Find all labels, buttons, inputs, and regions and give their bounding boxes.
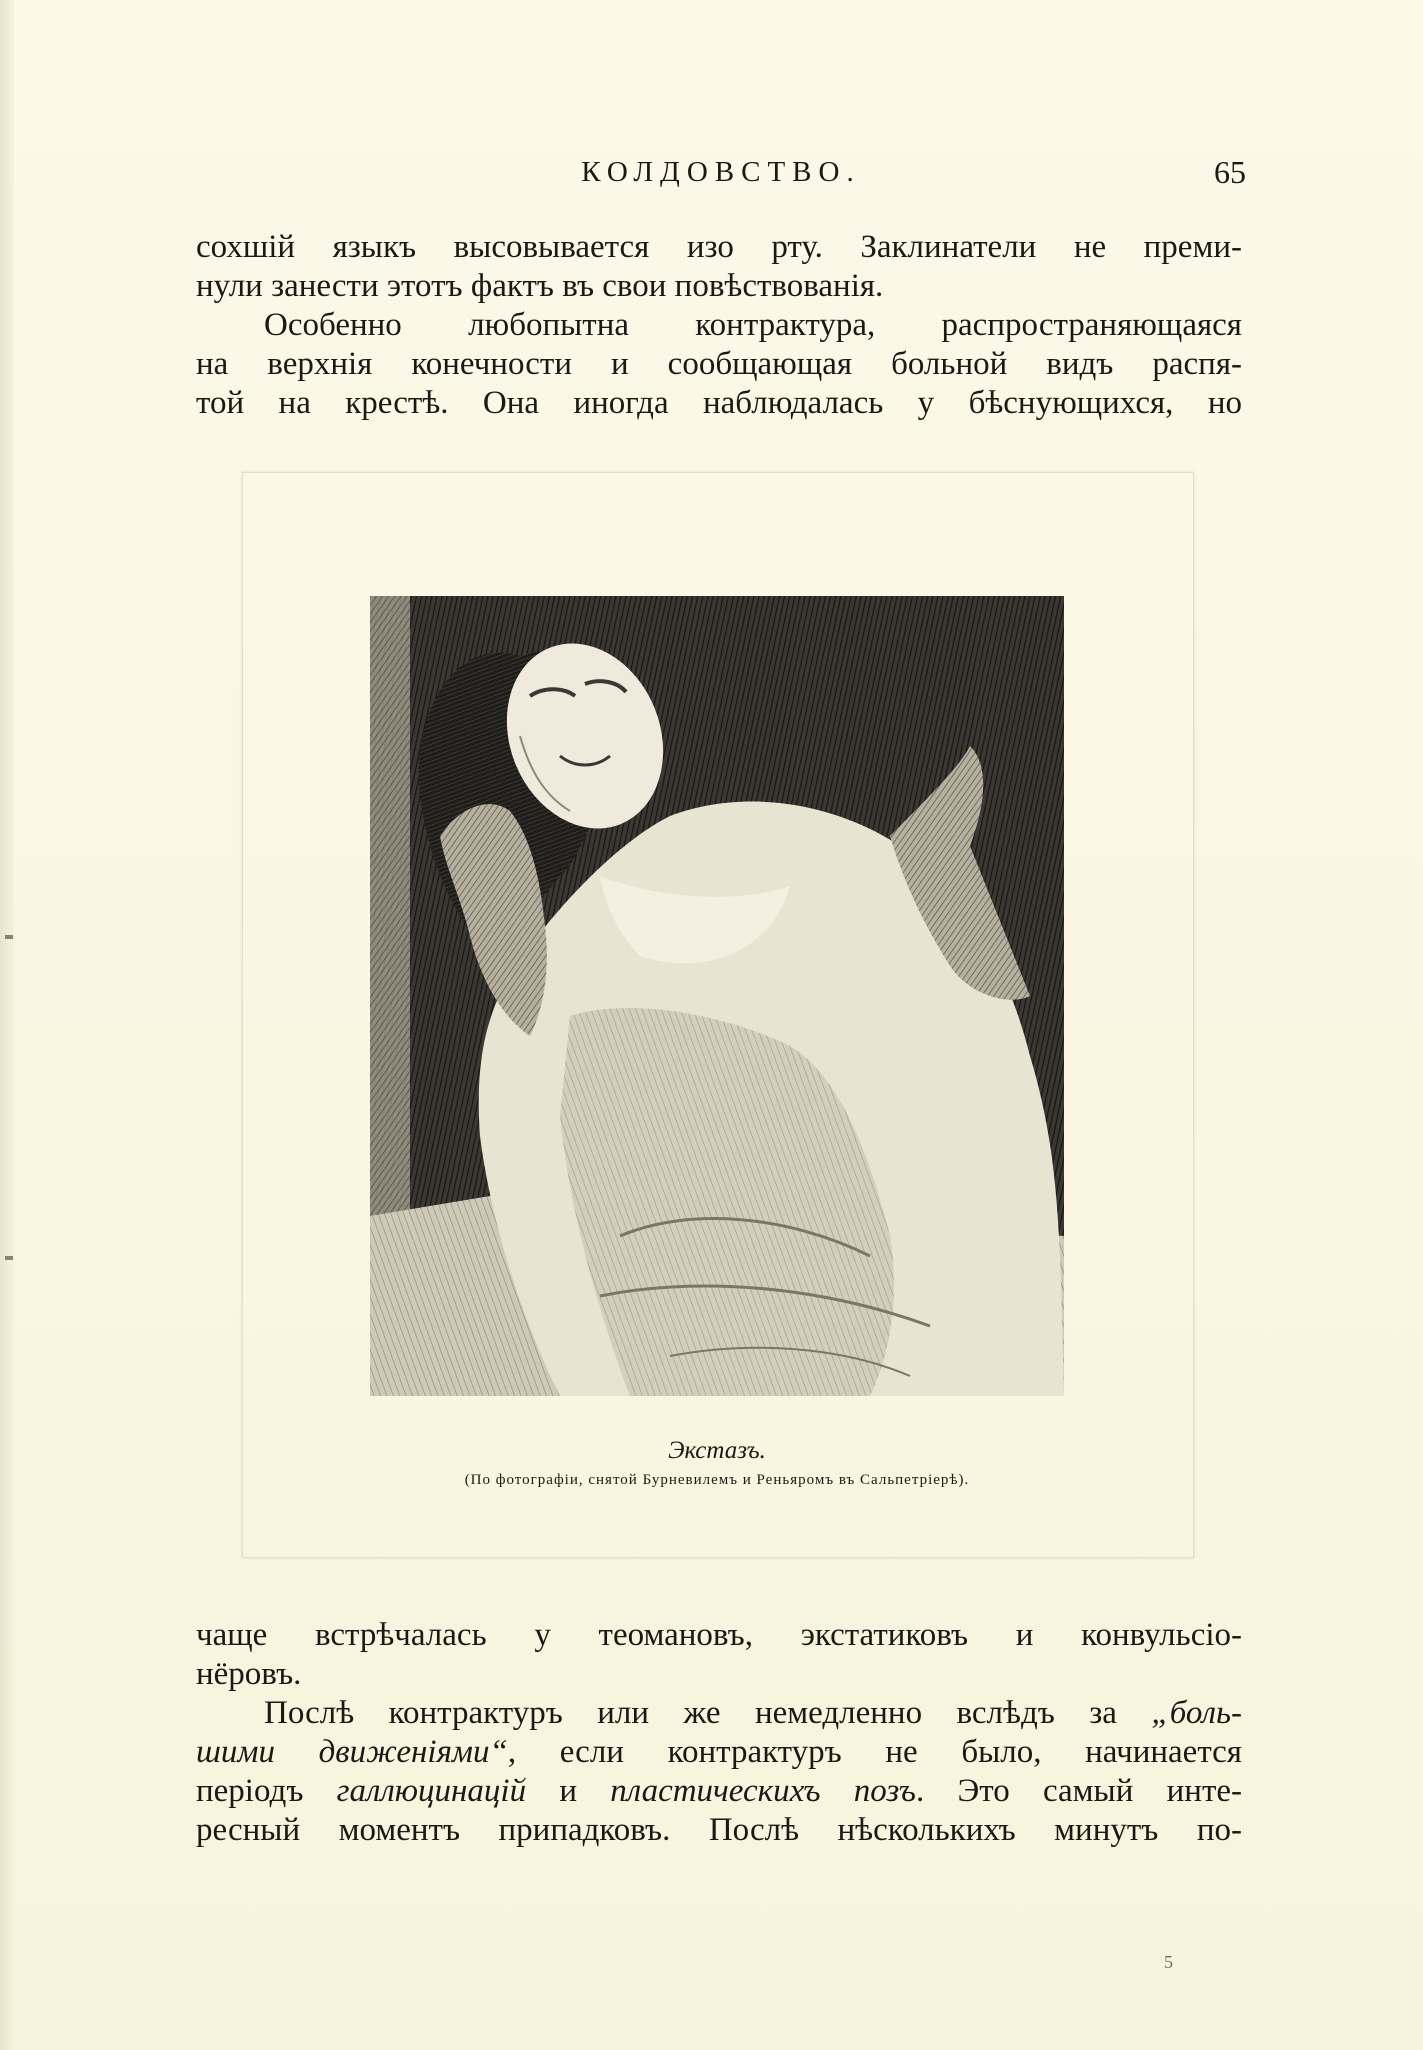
text-line: [196, 1733, 1242, 1772]
text-line: на верхнія конечности и сообщающая больной видъ распя-: [196, 346, 1242, 382]
text-run: и: [526, 1773, 611, 1809]
margin-mark: [5, 1256, 13, 1260]
text-run-italic: „боль-: [1151, 1695, 1242, 1731]
page-number: 65: [1214, 154, 1246, 190]
running-title: КОЛДОВСТВО.: [581, 156, 861, 188]
page-edge-shadow: [0, 0, 14, 2050]
text-line: нули занести этотъ фактъ въ свои повѣствованія.: [196, 268, 884, 304]
text-line: [196, 1694, 1242, 1733]
text-run: . Это самый инте-: [915, 1773, 1242, 1809]
text-line: ресный моментъ припадковъ. Послѣ нѣсколькихъ минутъ по-: [196, 1812, 1242, 1848]
figure-caption-title: Экстазъ.: [668, 1437, 766, 1464]
engraving-illustration: [370, 596, 1064, 1396]
signature-mark: 5: [1164, 1952, 1173, 1972]
text-line: [196, 1772, 1242, 1811]
text-run: Послѣ контрактуръ или же немедленно вслѣдъ за: [264, 1695, 1152, 1731]
text-line: нёровъ.: [196, 1656, 302, 1692]
text-run-italic: пластическихъ позъ: [610, 1773, 916, 1809]
text-run: періодъ: [196, 1773, 337, 1809]
text-run-italic: галлюцинацій: [336, 1773, 527, 1809]
text-run: , если контрактуръ не было, начинается: [507, 1734, 1242, 1770]
figure-caption-source: (По фотографіи, снятой Бурневилемъ и Реньяромъ въ Сальпетріерѣ).: [464, 1472, 970, 1488]
text-line: сохшій языкъ высовывается изо рту. Заклинатели не преми-: [196, 229, 1242, 265]
text-block-top: [196, 228, 1242, 423]
running-head: [196, 150, 1246, 200]
engraving-ecstasy-woman-picture: [370, 596, 1064, 1396]
text-line: той на крестѣ. Она иногда наблюдалась у бѣснующихся, но: [196, 385, 1242, 421]
text-block-bottom: [196, 1616, 1242, 1850]
text-run-italic: шими движеніями“: [196, 1734, 508, 1770]
text-line: чаще встрѣчалась у теомановъ, экстатиковъ и конвульсіо-: [196, 1617, 1242, 1653]
margin-mark: [5, 935, 13, 939]
text-line: Особенно любопытна контрактура, распространяющаяся: [264, 307, 1242, 343]
